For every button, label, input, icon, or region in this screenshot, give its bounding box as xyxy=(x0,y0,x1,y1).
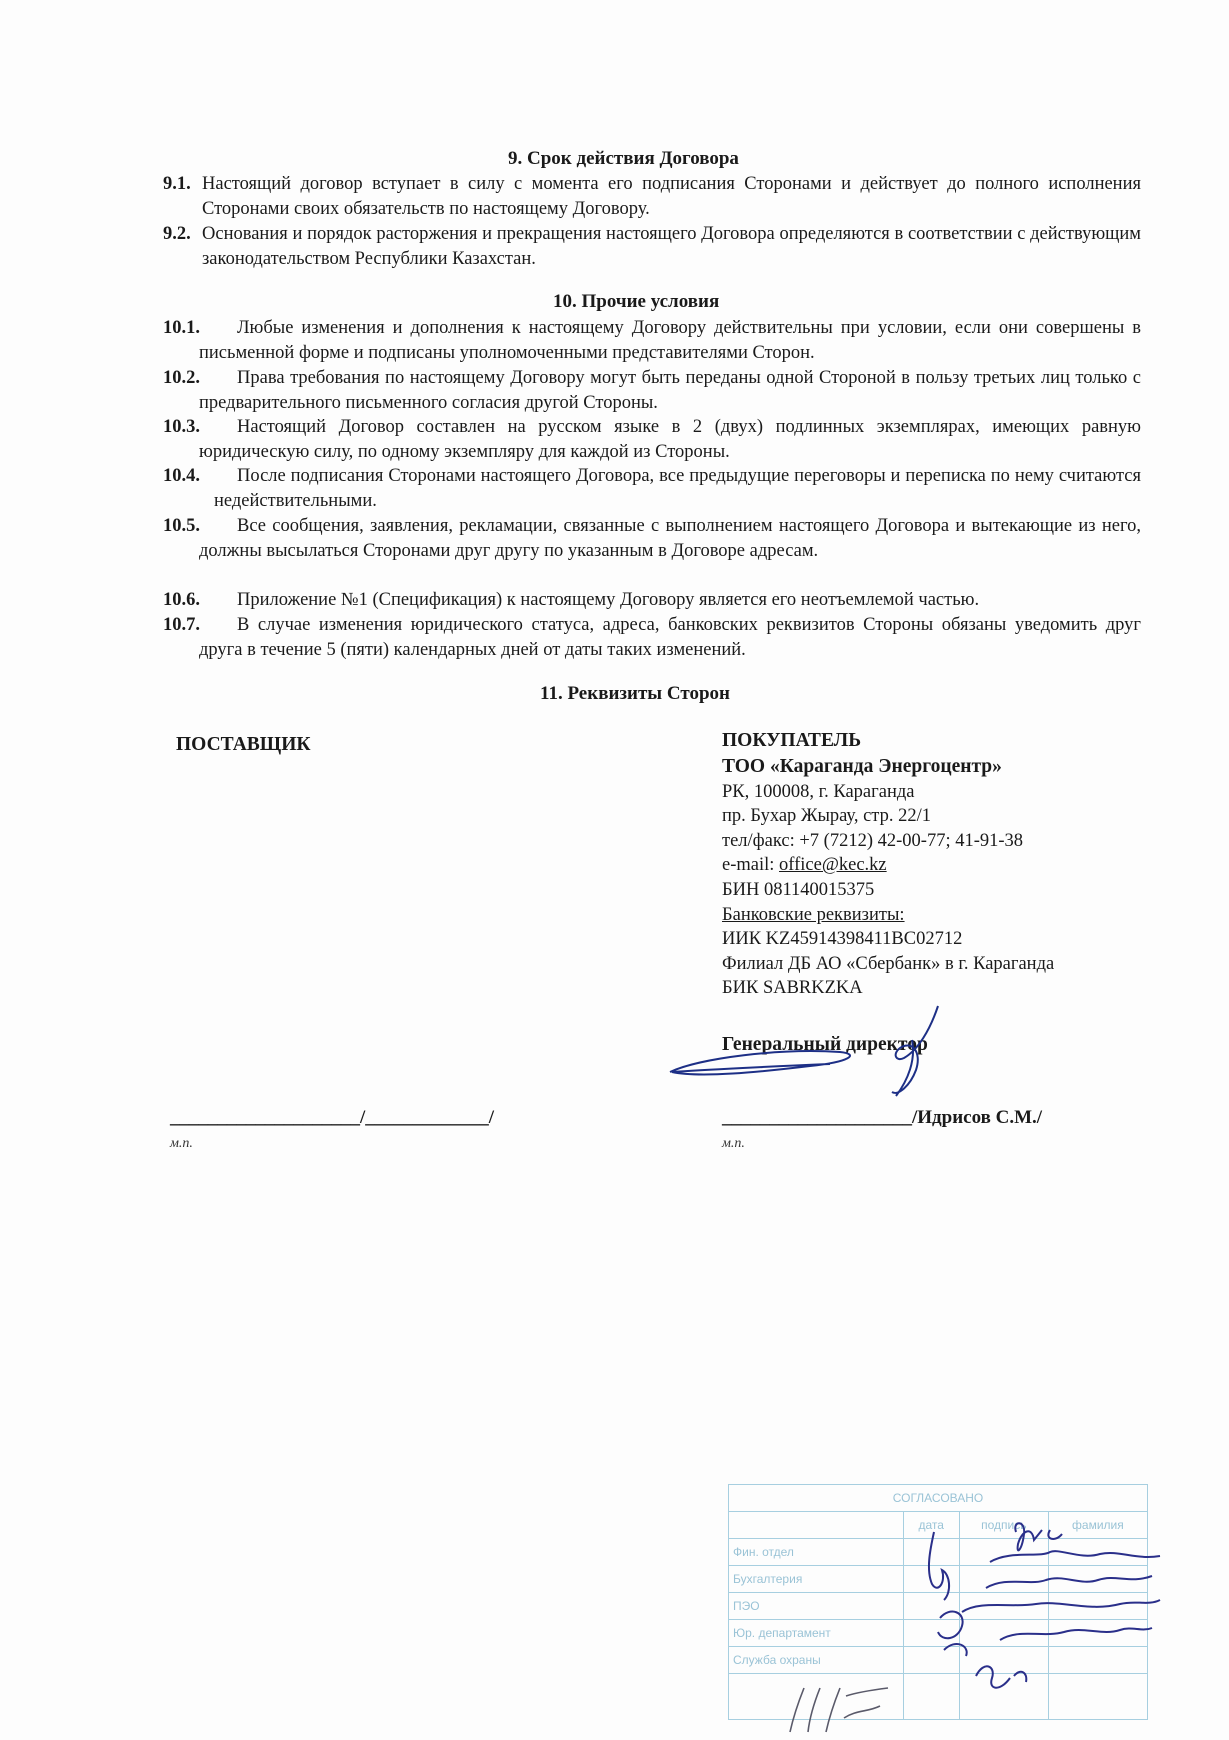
approval-col-signature: подпись xyxy=(959,1512,1048,1539)
clause-10-2 xyxy=(163,366,1141,416)
supplier-label: ПОСТАВЩИК xyxy=(176,734,311,755)
clause-number: 10.6. xyxy=(163,590,200,610)
clause-text: Приложение №1 (Спецификация) к настоящему Договору является его неотъемлемой частью. xyxy=(237,590,980,610)
buyer-sign-line: ____________________/Идрисов С.М./ xyxy=(722,1107,1043,1128)
section-11-title: 11. Реквизиты Сторон xyxy=(540,683,730,704)
clause-10-1 xyxy=(163,316,1141,366)
clause-number: 10.3. xyxy=(163,417,200,437)
buyer-bik: БИК SABRKZKA xyxy=(722,978,863,999)
buyer-iik: ИИК KZ45914398411BC02712 xyxy=(722,929,963,950)
buyer-email-line xyxy=(722,853,1054,878)
buyer-bank-title: Банковские реквизиты: xyxy=(722,904,905,925)
buyer-address-2: пр. Бухар Жырау, стр. 22/1 xyxy=(722,806,931,827)
approval-row-label: Служба охраны xyxy=(729,1647,904,1674)
buyer-phone: тел/факс: +7 (7212) 42-00-77; 41-91-38 xyxy=(722,830,1024,851)
clause-number: 10.4. xyxy=(163,466,200,486)
buyer-requisites xyxy=(722,755,1054,1001)
buyer-director-title: Генеральный директор xyxy=(722,1034,928,1055)
clause-number: 10.2. xyxy=(163,368,200,388)
clause-text: Права требования по настоящему Договору могут быть переданы одной Стороной в пользу третьих лиц только с предварительного письменного согласия другой Стороны. xyxy=(199,368,1141,413)
clause-number: 10.7. xyxy=(163,615,200,635)
buyer-address-1: РК, 100008, г. Караганда xyxy=(722,781,915,802)
approval-col-surname: фамилия xyxy=(1048,1512,1147,1539)
approval-title: СОГЛАСОВАНО xyxy=(729,1485,1148,1512)
clause-9-2 xyxy=(163,222,1141,272)
buyer-company: ТОО «Караганда Энергоцентр» xyxy=(722,756,1002,777)
director-signature xyxy=(660,1000,960,1100)
approval-row-label: Юр. департамент xyxy=(729,1620,904,1647)
clause-10-6 xyxy=(163,588,1141,613)
clause-10-7 xyxy=(163,613,1141,663)
clause-text: Настоящий Договор составлен на русском языке в 2 (двух) подлинных экземплярах, имеющих равную юридическую силу, по одному экземпляру для каждой из Стороны. xyxy=(199,417,1141,462)
buyer-label: ПОКУПАТЕЛЬ xyxy=(722,730,862,751)
clause-number: 10.5. xyxy=(163,516,200,536)
clause-number: 9.2. xyxy=(163,224,191,244)
approval-row-label: Бухгалтерия xyxy=(729,1566,904,1593)
approval-row-label: Фин. отдел xyxy=(729,1539,904,1566)
buyer-bin: БИН 081140015375 xyxy=(722,879,875,900)
clause-text: Любые изменения и дополнения к настоящему Договору действительны при условии, если они совершены в письменной форме и подписаны уполномоченными представителями Сторон. xyxy=(199,318,1141,363)
buyer-seal-mark: м.п. xyxy=(722,1136,745,1151)
clause-10-4 xyxy=(163,464,1141,514)
approval-col-date: дата xyxy=(903,1512,959,1539)
section-9-title: 9. Срок действия Договора xyxy=(508,148,739,169)
section-10-title: 10. Прочие условия xyxy=(553,291,720,312)
clause-10-5 xyxy=(163,514,1141,564)
clause-10-3 xyxy=(163,415,1141,465)
clause-text: Основания и порядок расторжения и прекращения настоящего Договора определяются в соответствии с действующим законодательством Республики Казахстан. xyxy=(202,224,1141,269)
clause-number: 10.1. xyxy=(163,318,200,338)
clause-text: После подписания Сторонами настоящего Договора, все предыдущие переговоры и переписка по нему считаются недействительными. xyxy=(214,466,1141,511)
clause-9-1 xyxy=(163,172,1141,222)
supplier-seal-mark: м.п. xyxy=(170,1136,193,1151)
email-prefix: e-mail: xyxy=(722,855,780,876)
buyer-email-link[interactable]: office@kec.kz xyxy=(779,855,887,876)
approval-row-label: ПЭО xyxy=(729,1593,904,1620)
clause-text: В случае изменения юридического статуса, адреса, банковских реквизитов Стороны обязаны уведомить друг друга в течение 5 (пяти) календарных дней от даты таких изменений. xyxy=(199,615,1141,660)
clause-text: Все сообщения, заявления, рекламации, связанные с выполнением настоящего Договора и вытекающие из него, должны высылаться Сторонами друг другу по указанным в Договоре адресам. xyxy=(199,516,1141,561)
clause-number: 9.1. xyxy=(163,174,191,194)
buyer-bank: Филиал ДБ АО «Сбербанк» в г. Караганда xyxy=(722,953,1055,974)
supplier-sign-line: ____________________/_____________/ xyxy=(170,1107,495,1128)
clause-text: Настоящий договор вступает в силу с момента его подписания Сторонами и действует до полного исполнения Сторонами своих обязательств по настоящему Договору. xyxy=(202,174,1141,219)
approval-signatures xyxy=(780,1500,1190,1738)
